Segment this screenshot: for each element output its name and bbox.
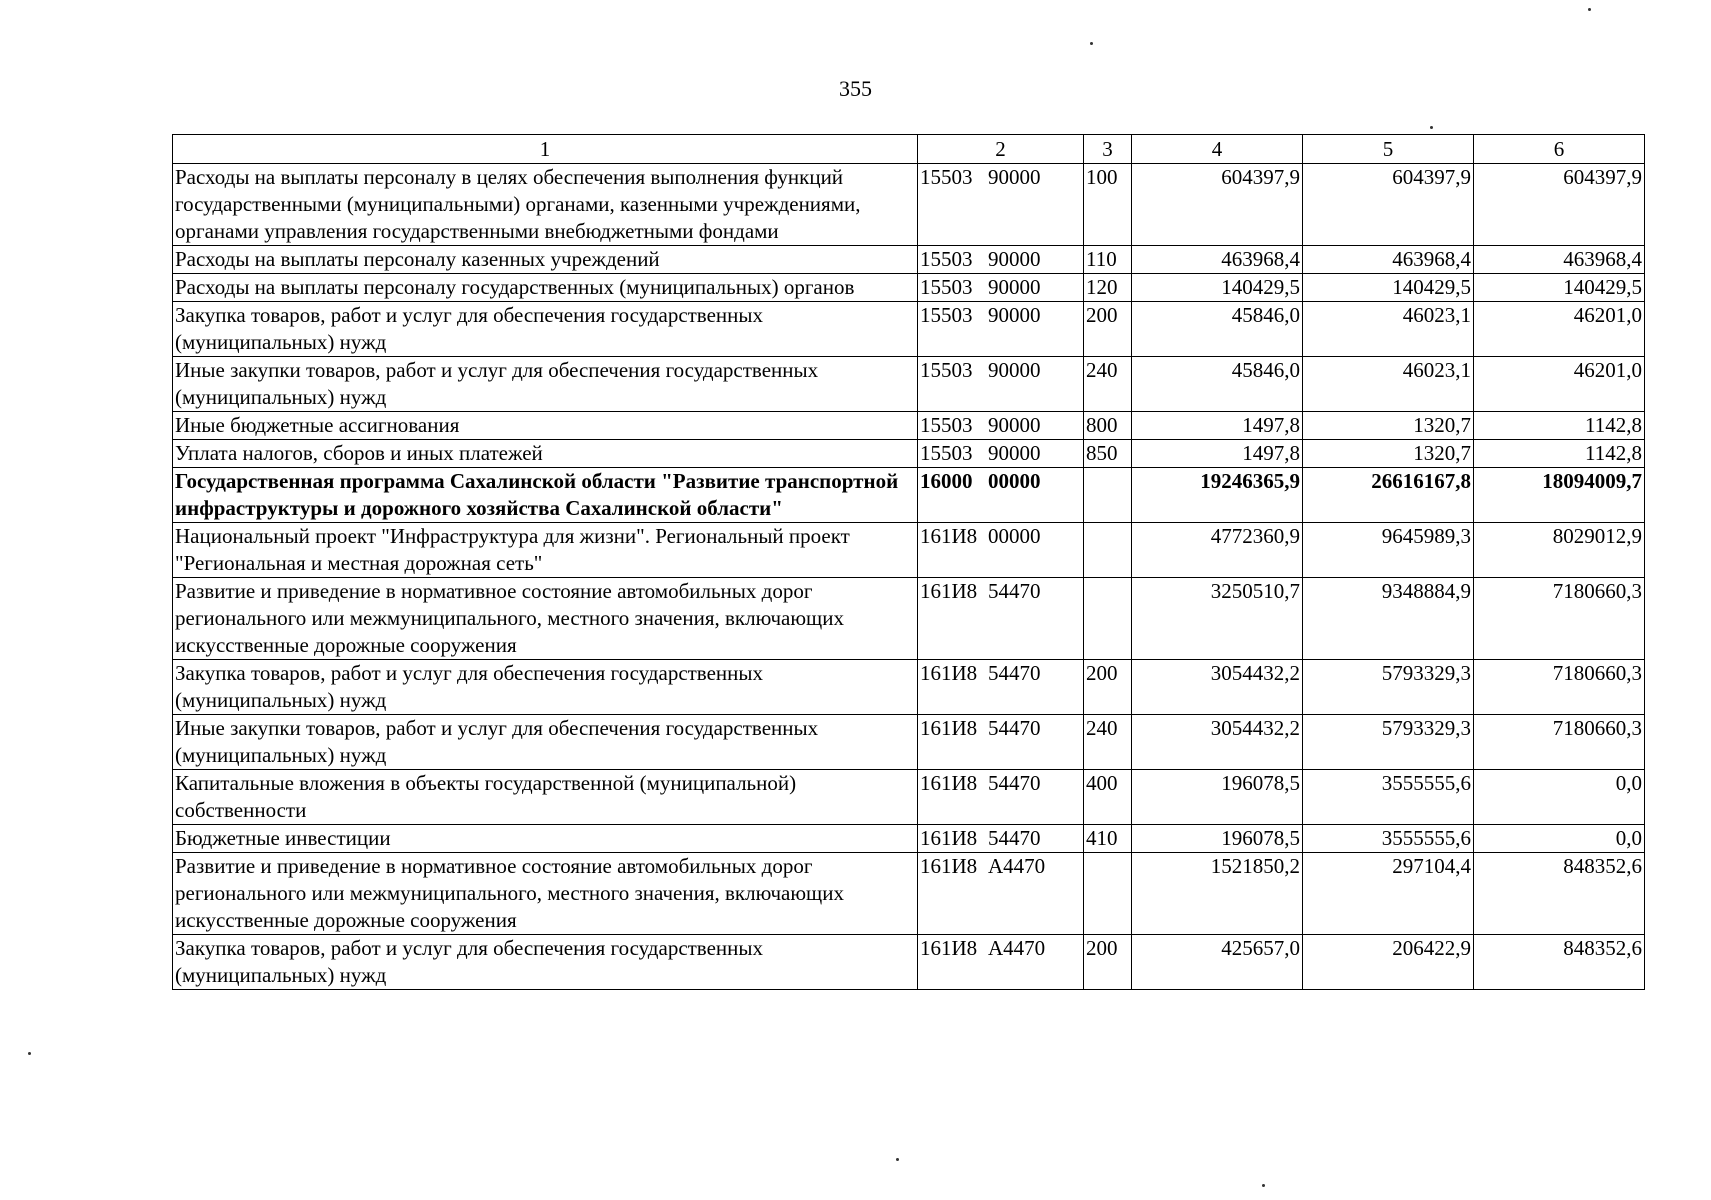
row-code (918, 935, 1084, 990)
code-direction: 90000 (988, 275, 1041, 299)
row-expense-type (1084, 523, 1132, 578)
code-program: 15503 (920, 165, 973, 189)
table-row (173, 164, 1645, 246)
row-value-col5: 1320,7 (1303, 440, 1474, 468)
row-value-col6: 1142,8 (1474, 412, 1645, 440)
row-value-col4: 3250510,7 (1132, 578, 1303, 660)
row-name: Развитие и приведение в нормативное состояние автомобильных дорог регионального или межмуниципального, местного значения, включающих искусственные дорожные сооружения (173, 853, 918, 935)
row-name: Закупка товаров, работ и услуг для обеспечения государственных (муниципальных) нужд (173, 935, 918, 990)
page-number: 355 (839, 76, 872, 101)
table-row (173, 274, 1645, 302)
scan-speck (1090, 42, 1093, 45)
scan-speck (1588, 8, 1591, 11)
header-col-6: 6 (1474, 135, 1645, 164)
code-direction: 90000 (988, 303, 1041, 327)
row-expense-type: 120 (1084, 274, 1132, 302)
row-value-col4: 196078,5 (1132, 770, 1303, 825)
code-direction: А4470 (988, 854, 1046, 878)
row-name: Расходы на выплаты персоналу государственных (муниципальных) органов (173, 274, 918, 302)
table-row (173, 440, 1645, 468)
row-value-col5: 206422,9 (1303, 935, 1474, 990)
row-value-col6: 0,0 (1474, 825, 1645, 853)
row-value-col4: 3054432,2 (1132, 660, 1303, 715)
row-value-col4: 604397,9 (1132, 164, 1303, 246)
row-value-col6: 604397,9 (1474, 164, 1645, 246)
row-expense-type: 400 (1084, 770, 1132, 825)
row-expense-type: 410 (1084, 825, 1132, 853)
row-name: Уплата налогов, сборов и иных платежей (173, 440, 918, 468)
code-direction: 54470 (988, 716, 1041, 740)
row-code (918, 302, 1084, 357)
row-expense-type: 110 (1084, 246, 1132, 274)
budget-table (172, 134, 1645, 990)
row-value-col6: 463968,4 (1474, 246, 1645, 274)
code-direction: 54470 (988, 661, 1041, 685)
row-name: Национальный проект "Инфраструктура для жизни". Региональный проект "Региональная и местная дорожная сеть" (173, 523, 918, 578)
row-value-col5: 1320,7 (1303, 412, 1474, 440)
row-value-col5: 46023,1 (1303, 302, 1474, 357)
table-row (173, 715, 1645, 770)
table-row (173, 468, 1645, 523)
row-expense-type: 100 (1084, 164, 1132, 246)
row-value-col4: 196078,5 (1132, 825, 1303, 853)
row-name: Иные закупки товаров, работ и услуг для обеспечения государственных (муниципальных) нужд (173, 357, 918, 412)
row-value-col5: 26616167,8 (1303, 468, 1474, 523)
row-value-col4: 425657,0 (1132, 935, 1303, 990)
code-program: 161И8 (920, 826, 978, 850)
row-expense-type (1084, 578, 1132, 660)
row-code (918, 660, 1084, 715)
row-expense-type (1084, 853, 1132, 935)
table-row (173, 578, 1645, 660)
row-value-col6: 7180660,3 (1474, 660, 1645, 715)
scan-speck (896, 1158, 899, 1161)
code-program: 161И8 (920, 936, 978, 960)
row-code (918, 246, 1084, 274)
row-name: Капитальные вложения в объекты государственной (муниципальной) собственности (173, 770, 918, 825)
code-direction: 90000 (988, 358, 1041, 382)
row-value-col4: 19246365,9 (1132, 468, 1303, 523)
code-program: 15503 (920, 413, 973, 437)
row-code (918, 440, 1084, 468)
code-program: 15503 (920, 358, 973, 382)
row-value-col5: 46023,1 (1303, 357, 1474, 412)
row-expense-type (1084, 468, 1132, 523)
row-code (918, 412, 1084, 440)
row-code (918, 770, 1084, 825)
row-code (918, 274, 1084, 302)
row-code (918, 825, 1084, 853)
code-program: 161И8 (920, 854, 978, 878)
row-code (918, 357, 1084, 412)
row-expense-type: 240 (1084, 715, 1132, 770)
row-value-col4: 1521850,2 (1132, 853, 1303, 935)
table-row (173, 935, 1645, 990)
row-code (918, 853, 1084, 935)
row-expense-type: 200 (1084, 302, 1132, 357)
row-value-col4: 140429,5 (1132, 274, 1303, 302)
code-program: 161И8 (920, 771, 978, 795)
row-value-col5: 3555555,6 (1303, 825, 1474, 853)
row-name: Расходы на выплаты персоналу казенных учреждений (173, 246, 918, 274)
row-name: Иные закупки товаров, работ и услуг для обеспечения государственных (муниципальных) нужд (173, 715, 918, 770)
row-value-col5: 604397,9 (1303, 164, 1474, 246)
row-value-col6: 1142,8 (1474, 440, 1645, 468)
header-col-5: 5 (1303, 135, 1474, 164)
row-value-col4: 45846,0 (1132, 302, 1303, 357)
row-name: Развитие и приведение в нормативное состояние автомобильных дорог регионального или межмуниципального, местного значения, включающих искусственные дорожные сооружения (173, 578, 918, 660)
code-program: 161И8 (920, 524, 978, 548)
code-direction: 00000 (988, 469, 1041, 493)
table-header-row (173, 135, 1645, 164)
row-value-col4: 463968,4 (1132, 246, 1303, 274)
code-program: 15503 (920, 275, 973, 299)
row-value-col6: 46201,0 (1474, 357, 1645, 412)
row-value-col5: 297104,4 (1303, 853, 1474, 935)
table-row (173, 412, 1645, 440)
table-body (173, 164, 1645, 990)
row-name: Иные бюджетные ассигнования (173, 412, 918, 440)
code-direction: 90000 (988, 413, 1041, 437)
code-direction: А4470 (988, 936, 1046, 960)
code-program: 15503 (920, 441, 973, 465)
table-row (173, 770, 1645, 825)
code-direction: 90000 (988, 165, 1041, 189)
row-code (918, 715, 1084, 770)
scan-speck (1262, 1184, 1265, 1187)
row-name: Государственная программа Сахалинской области "Развитие транспортной инфраструктуры и дорожного хозяйства Сахалинской области" (173, 468, 918, 523)
row-value-col6: 140429,5 (1474, 274, 1645, 302)
row-value-col5: 463968,4 (1303, 246, 1474, 274)
table-row (173, 853, 1645, 935)
row-expense-type: 240 (1084, 357, 1132, 412)
header-col-1: 1 (173, 135, 918, 164)
code-direction: 54470 (988, 579, 1041, 603)
row-expense-type: 200 (1084, 935, 1132, 990)
row-code (918, 578, 1084, 660)
table-row (173, 357, 1645, 412)
row-value-col6: 18094009,7 (1474, 468, 1645, 523)
table-row (173, 523, 1645, 578)
table-row (173, 246, 1645, 274)
code-direction: 00000 (988, 524, 1041, 548)
row-value-col4: 3054432,2 (1132, 715, 1303, 770)
row-value-col6: 8029012,9 (1474, 523, 1645, 578)
row-value-col4: 1497,8 (1132, 440, 1303, 468)
row-code (918, 164, 1084, 246)
row-name: Расходы на выплаты персоналу в целях обеспечения выполнения функций государственными (муниципальными) органами, казенными учреждениями, органами управления государственными внебюджетными фондами (173, 164, 918, 246)
code-program: 161И8 (920, 716, 978, 740)
header-col-3: 3 (1084, 135, 1132, 164)
scan-speck (28, 1052, 31, 1055)
row-expense-type: 850 (1084, 440, 1132, 468)
code-program: 15503 (920, 247, 973, 271)
row-name: Закупка товаров, работ и услуг для обеспечения государственных (муниципальных) нужд (173, 302, 918, 357)
code-program: 161И8 (920, 661, 978, 685)
code-direction: 54470 (988, 826, 1041, 850)
table-row (173, 302, 1645, 357)
row-expense-type: 200 (1084, 660, 1132, 715)
row-value-col5: 5793329,3 (1303, 660, 1474, 715)
header-col-2: 2 (918, 135, 1084, 164)
row-code (918, 468, 1084, 523)
row-value-col6: 848352,6 (1474, 853, 1645, 935)
row-value-col5: 3555555,6 (1303, 770, 1474, 825)
row-value-col5: 140429,5 (1303, 274, 1474, 302)
code-direction: 90000 (988, 247, 1041, 271)
row-value-col6: 848352,6 (1474, 935, 1645, 990)
row-value-col4: 4772360,9 (1132, 523, 1303, 578)
code-program: 161И8 (920, 579, 978, 603)
scan-speck (1430, 126, 1433, 129)
row-value-col4: 45846,0 (1132, 357, 1303, 412)
row-value-col6: 0,0 (1474, 770, 1645, 825)
code-direction: 90000 (988, 441, 1041, 465)
row-value-col4: 1497,8 (1132, 412, 1303, 440)
row-name: Закупка товаров, работ и услуг для обеспечения государственных (муниципальных) нужд (173, 660, 918, 715)
code-program: 16000 (920, 469, 973, 493)
row-code (918, 523, 1084, 578)
code-direction: 54470 (988, 771, 1041, 795)
row-name: Бюджетные инвестиции (173, 825, 918, 853)
row-value-col6: 46201,0 (1474, 302, 1645, 357)
table-row (173, 660, 1645, 715)
row-value-col5: 9348884,9 (1303, 578, 1474, 660)
row-value-col6: 7180660,3 (1474, 715, 1645, 770)
row-value-col5: 9645989,3 (1303, 523, 1474, 578)
code-program: 15503 (920, 303, 973, 327)
row-value-col6: 7180660,3 (1474, 578, 1645, 660)
row-expense-type: 800 (1084, 412, 1132, 440)
header-col-4: 4 (1132, 135, 1303, 164)
table-row (173, 825, 1645, 853)
row-value-col5: 5793329,3 (1303, 715, 1474, 770)
